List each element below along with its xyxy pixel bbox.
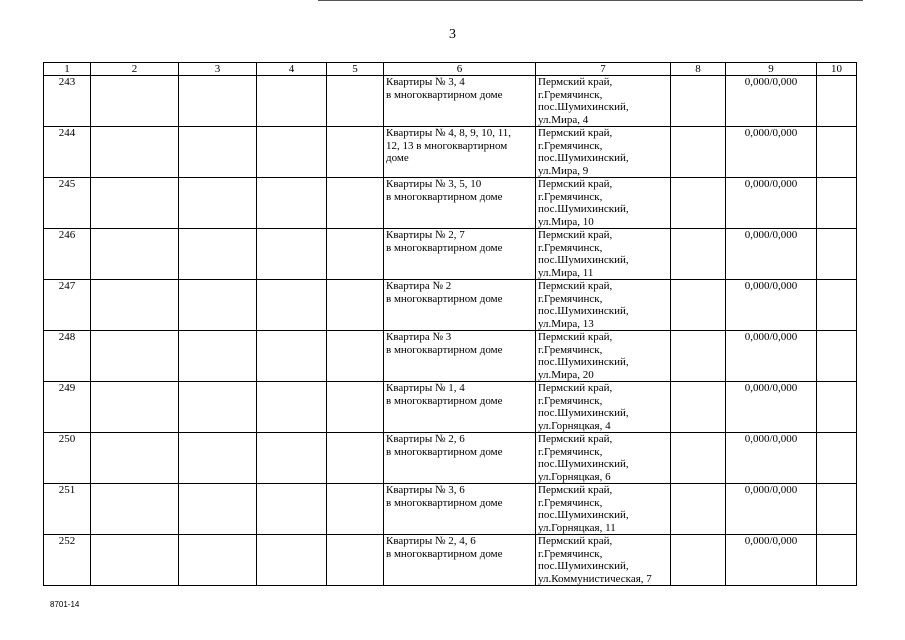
empty-cell xyxy=(91,382,179,433)
row-number-cell: 250 xyxy=(44,433,91,484)
object-cell xyxy=(384,433,536,484)
empty-cell xyxy=(179,229,257,280)
column-header: 3 xyxy=(179,63,257,76)
address-line: ул.Мира, 20 xyxy=(538,368,594,381)
address-line: Пермский край, xyxy=(538,229,613,241)
address-line: г.Гремячинск, xyxy=(538,496,603,509)
empty-cell xyxy=(91,433,179,484)
address-line: Пермский край, xyxy=(538,382,613,394)
empty-cell xyxy=(671,280,726,331)
empty-cell xyxy=(179,127,257,178)
address-cell xyxy=(536,127,671,178)
empty-cell xyxy=(179,535,257,586)
empty-cell xyxy=(327,178,384,229)
value-cell: 0,000/0,000 xyxy=(726,127,817,178)
value-cell: 0,000/0,000 xyxy=(726,382,817,433)
empty-cell xyxy=(327,433,384,484)
table-row xyxy=(44,331,857,382)
column-header: 1 xyxy=(44,63,91,76)
address-line: г.Гремячинск, xyxy=(538,292,603,305)
column-header: 5 xyxy=(327,63,384,76)
object-line: в многоквартирном доме xyxy=(386,394,503,407)
address-line: пос.Шумихинский, xyxy=(538,254,629,266)
address-line: г.Гремячинск, xyxy=(538,343,603,356)
empty-cell xyxy=(91,484,179,535)
column-header: 6 xyxy=(384,63,536,76)
address-line: г.Гремячинск, xyxy=(538,88,603,101)
object-line: Квартиры № 2, 7 xyxy=(386,229,465,241)
top-rule xyxy=(318,0,863,1)
value-cell: 0,000/0,000 xyxy=(726,280,817,331)
object-line: Квартиры № 1, 4 xyxy=(386,382,465,394)
empty-cell xyxy=(257,127,327,178)
empty-cell xyxy=(327,382,384,433)
value-cell: 0,000/0,000 xyxy=(726,229,817,280)
empty-cell xyxy=(817,382,857,433)
object-line: Квартира № 2 xyxy=(386,280,452,292)
table-row xyxy=(44,433,857,484)
object-line: в многоквартирном доме xyxy=(386,496,503,509)
table-row xyxy=(44,484,857,535)
empty-cell xyxy=(327,280,384,331)
address-line: г.Гремячинск, xyxy=(538,547,603,560)
empty-cell xyxy=(817,280,857,331)
value-cell: 0,000/0,000 xyxy=(726,535,817,586)
address-line: пос.Шумихинский, xyxy=(538,356,629,368)
object-cell xyxy=(384,178,536,229)
table-row xyxy=(44,229,857,280)
address-line: ул.Мира, 9 xyxy=(538,164,589,177)
row-number-cell: 246 xyxy=(44,229,91,280)
table-body xyxy=(44,76,857,586)
object-line: в многоквартирном доме xyxy=(386,292,503,305)
empty-cell xyxy=(327,535,384,586)
address-cell xyxy=(536,535,671,586)
table-row xyxy=(44,178,857,229)
empty-cell xyxy=(671,127,726,178)
empty-cell xyxy=(327,76,384,127)
column-header: 4 xyxy=(257,63,327,76)
empty-cell xyxy=(91,331,179,382)
row-number-cell: 244 xyxy=(44,127,91,178)
address-line: пос.Шумихинский, xyxy=(538,458,629,470)
object-line: Квартиры № 3, 6 xyxy=(386,484,465,496)
object-line: доме xyxy=(386,152,409,164)
object-cell xyxy=(384,382,536,433)
address-line: Пермский край, xyxy=(538,280,613,292)
empty-cell xyxy=(817,535,857,586)
address-line: ул.Мира, 11 xyxy=(538,266,594,279)
empty-cell xyxy=(91,127,179,178)
address-line: пос.Шумихинский, xyxy=(538,509,629,521)
empty-cell xyxy=(817,76,857,127)
object-cell xyxy=(384,535,536,586)
empty-cell xyxy=(91,178,179,229)
address-line: ул.Мира, 4 xyxy=(538,113,589,126)
address-line: ул.Горняцкая, 11 xyxy=(538,521,616,534)
empty-cell xyxy=(817,433,857,484)
empty-cell xyxy=(817,229,857,280)
column-header: 9 xyxy=(726,63,817,76)
column-header: 10 xyxy=(817,63,857,76)
address-line: ул.Мира, 10 xyxy=(538,215,594,228)
address-cell xyxy=(536,331,671,382)
empty-cell xyxy=(179,382,257,433)
object-line: Квартиры № 2, 4, 6 xyxy=(386,535,476,547)
table-row xyxy=(44,280,857,331)
empty-cell xyxy=(817,484,857,535)
address-cell xyxy=(536,178,671,229)
empty-cell xyxy=(179,280,257,331)
address-line: пос.Шумихинский, xyxy=(538,560,629,572)
header-row xyxy=(44,63,857,76)
table-row xyxy=(44,127,857,178)
object-cell xyxy=(384,331,536,382)
address-line: г.Гремячинск, xyxy=(538,139,603,152)
row-number-cell: 247 xyxy=(44,280,91,331)
object-line: Квартиры № 3, 5, 10 xyxy=(386,178,482,190)
table-row xyxy=(44,76,857,127)
table-row xyxy=(44,382,857,433)
address-line: г.Гремячинск, xyxy=(538,190,603,203)
row-number-cell: 243 xyxy=(44,76,91,127)
empty-cell xyxy=(179,76,257,127)
empty-cell xyxy=(91,280,179,331)
empty-cell xyxy=(671,433,726,484)
empty-cell xyxy=(91,535,179,586)
address-cell xyxy=(536,76,671,127)
value-cell: 0,000/0,000 xyxy=(726,178,817,229)
empty-cell xyxy=(179,178,257,229)
address-line: пос.Шумихинский, xyxy=(538,305,629,317)
table-row xyxy=(44,535,857,586)
empty-cell xyxy=(671,382,726,433)
empty-cell xyxy=(91,229,179,280)
empty-cell xyxy=(257,433,327,484)
row-number-cell: 249 xyxy=(44,382,91,433)
value-cell: 0,000/0,000 xyxy=(726,484,817,535)
empty-cell xyxy=(671,229,726,280)
row-number-cell: 251 xyxy=(44,484,91,535)
object-line: в многоквартирном доме xyxy=(386,241,503,254)
address-cell xyxy=(536,433,671,484)
empty-cell xyxy=(817,331,857,382)
address-line: Пермский край, xyxy=(538,484,613,496)
object-line: Квартиры № 4, 8, 9, 10, 11, xyxy=(386,127,512,139)
address-cell xyxy=(536,484,671,535)
register-table xyxy=(43,62,857,586)
empty-cell xyxy=(327,484,384,535)
empty-cell xyxy=(257,535,327,586)
address-line: ул.Мира, 13 xyxy=(538,317,594,330)
address-line: ул.Горняцкая, 4 xyxy=(538,419,611,432)
object-cell xyxy=(384,229,536,280)
row-number-cell: 245 xyxy=(44,178,91,229)
address-line: Пермский край, xyxy=(538,76,613,88)
table-header xyxy=(44,63,857,76)
object-cell xyxy=(384,280,536,331)
empty-cell xyxy=(671,178,726,229)
object-line: в многоквартирном доме xyxy=(386,547,503,560)
address-line: пос.Шумихинский, xyxy=(538,407,629,419)
empty-cell xyxy=(179,484,257,535)
empty-cell xyxy=(257,382,327,433)
address-line: г.Гремячинск, xyxy=(538,394,603,407)
object-line: Квартира № 3 xyxy=(386,331,452,343)
empty-cell xyxy=(327,331,384,382)
address-line: пос.Шумихинский, xyxy=(538,152,629,164)
empty-cell xyxy=(817,127,857,178)
address-cell xyxy=(536,229,671,280)
empty-cell xyxy=(179,331,257,382)
object-line: в многоквартирном доме xyxy=(386,445,503,458)
empty-cell xyxy=(257,331,327,382)
address-line: Пермский край, xyxy=(538,178,613,190)
address-line: Пермский край, xyxy=(538,433,613,445)
empty-cell xyxy=(257,484,327,535)
value-cell: 0,000/0,000 xyxy=(726,76,817,127)
value-cell: 0,000/0,000 xyxy=(726,331,817,382)
row-number-cell: 248 xyxy=(44,331,91,382)
address-line: Пермский край, xyxy=(538,535,613,547)
empty-cell xyxy=(91,76,179,127)
address-line: пос.Шумихинский, xyxy=(538,203,629,215)
address-line: Пермский край, xyxy=(538,331,613,343)
empty-cell xyxy=(257,229,327,280)
address-line: пос.Шумихинский, xyxy=(538,101,629,113)
address-line: Пермский край, xyxy=(538,127,613,139)
address-line: ул.Горняцкая, 6 xyxy=(538,470,611,483)
object-line: 12, 13 в многоквартирном xyxy=(386,139,508,152)
object-cell xyxy=(384,76,536,127)
object-line: в многоквартирном доме xyxy=(386,343,503,356)
object-cell xyxy=(384,127,536,178)
object-line: Квартиры № 2, 6 xyxy=(386,433,465,445)
row-number-cell: 252 xyxy=(44,535,91,586)
object-line: в многоквартирном доме xyxy=(386,88,503,101)
empty-cell xyxy=(817,178,857,229)
address-cell xyxy=(536,382,671,433)
empty-cell xyxy=(257,280,327,331)
empty-cell xyxy=(671,76,726,127)
address-line: г.Гремячинск, xyxy=(538,445,603,458)
address-line: ул.Коммунистическая, 7 xyxy=(538,572,652,585)
object-line: в многоквартирном доме xyxy=(386,190,503,203)
column-header: 7 xyxy=(536,63,671,76)
empty-cell xyxy=(327,229,384,280)
empty-cell xyxy=(671,331,726,382)
value-cell: 0,000/0,000 xyxy=(726,433,817,484)
address-line: г.Гремячинск, xyxy=(538,241,603,254)
empty-cell xyxy=(257,76,327,127)
object-line: Квартиры № 3, 4 xyxy=(386,76,465,88)
empty-cell xyxy=(257,178,327,229)
document-code: 8701-14 xyxy=(50,600,80,609)
empty-cell xyxy=(179,433,257,484)
object-cell xyxy=(384,484,536,535)
page-number: 3 xyxy=(449,27,456,42)
address-cell xyxy=(536,280,671,331)
empty-cell xyxy=(671,484,726,535)
empty-cell xyxy=(327,127,384,178)
column-header: 8 xyxy=(671,63,726,76)
column-header: 2 xyxy=(91,63,179,76)
empty-cell xyxy=(671,535,726,586)
